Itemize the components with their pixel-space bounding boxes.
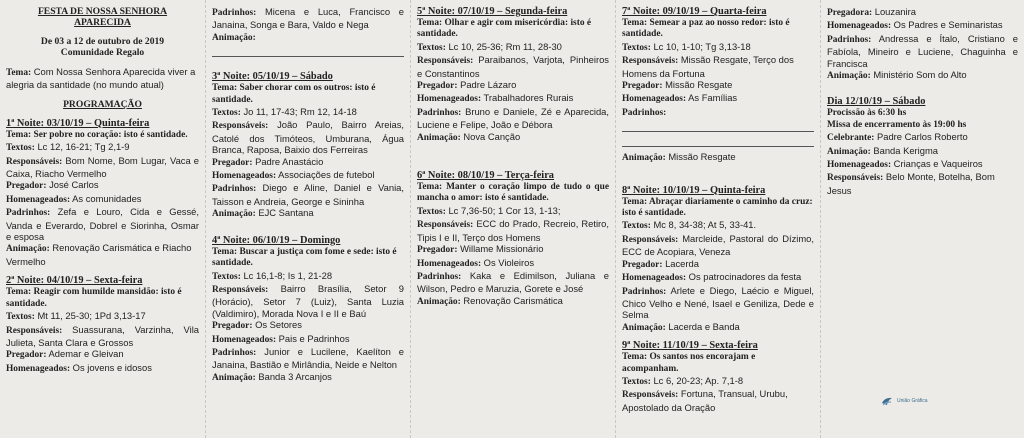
final-animacao: Animação: Banda Kerigma bbox=[827, 144, 938, 157]
night-7-tema: Tema: Semear a paz ao nosso redor: isto é santidade. bbox=[622, 18, 790, 40]
night-3-pregador: Pregador: Padre Anastácio bbox=[212, 155, 324, 168]
night-3-animacao: Animação: EJC Santana bbox=[212, 207, 314, 220]
night-8-responsaveis: Responsáveis: Marcleide, Pastoral do Dízimo, ECC de Acopiara, Veneza bbox=[622, 232, 815, 258]
night-2-title: 2ª Noite: 04/10/19 – Sexta-feira bbox=[6, 275, 143, 287]
night-6-responsaveis: Responsáveis: ECC do Prado, Recreio, Retiro, Tipis I e II, Terço dos Homens bbox=[417, 218, 609, 243]
night-7-title: 7ª Noite: 09/10/19 – Quarta-feira bbox=[622, 6, 767, 17]
final-procession: Procissão às 6:30 hs bbox=[827, 108, 907, 119]
final-responsaveis: Responsáveis: Belo Monte, Botelha, Bom Jesus bbox=[827, 171, 995, 196]
night-1-padrinhos: Padrinhos: Zefa e Louro, Cida e Gessé, Vanda e Everardo, Dobrel e Siorinha, Osmar e esposa bbox=[6, 206, 199, 243]
final-celebrante: Celebrante: Padre Carlos Roberto bbox=[827, 131, 968, 144]
night-7-textos: Textos: Lc 10, 1-10; Tg 3,13-18 bbox=[622, 40, 751, 53]
night-6-animacao: Animação: Renovação Carismática bbox=[417, 294, 563, 307]
community-name: Comunidade Regalo bbox=[60, 47, 145, 58]
night-2-padrinhos: Padrinhos: Micena e Luca, Francisco e Janaina, Songa e Bara, Valdo e Nega bbox=[212, 6, 404, 31]
night-4-title: 4ª Noite: 06/10/19 – Domingo bbox=[212, 234, 341, 246]
night-1-pregador: Pregador: José Carlos bbox=[6, 179, 99, 192]
night-9-pregadora: Pregadora: Louzanira bbox=[827, 6, 916, 18]
night-1-title: 1ª Noite: 03/10/19 – Quinta-feira bbox=[6, 117, 150, 129]
night-9-tema: Tema: Os santos nos encorajam e acompanham. bbox=[622, 352, 756, 374]
night-5-homenageados: Homenageados: Trabalhadores Rurais bbox=[417, 92, 574, 105]
night-1-textos: Textos: Lc 12, 16-21; Tg 2,1-9 bbox=[6, 141, 130, 154]
night-5-padrinhos: Padrinhos: Bruno e Daniele, Zé e Aparecida, Luciene e Felipe, João e Débora bbox=[417, 105, 610, 131]
night-4-animacao: Animação: Banda 3 Arcanjos bbox=[212, 370, 332, 383]
night-8-textos: Textos: Mc 8, 34-38; At 5, 33-41. bbox=[622, 219, 757, 232]
festival-theme: Tema: Com Nossa Senhora Aparecida viver a alegria da santidade (no mundo atual) bbox=[6, 66, 196, 91]
night-8-pregador: Pregador: Lacerda bbox=[622, 257, 699, 270]
night-4-homenageados: Homenageados: Pais e Padrinhos bbox=[212, 332, 350, 345]
night-6-textos: Textos: Lc 7,36-50; 1 Cor 13, 1-13; bbox=[417, 204, 561, 217]
night-4-tema: Tema: Buscar a justiça com fome e sede: isto é santidade. bbox=[212, 246, 397, 269]
night-6-pregador: Pregador: Willame Missionário bbox=[417, 243, 544, 256]
night-9-animacao: Animação: Ministério Som do Alto bbox=[827, 69, 967, 82]
night-2-pregador: Pregador: Ademar e Gleivan bbox=[6, 348, 124, 361]
night-2-animacao-blank-line bbox=[212, 46, 404, 57]
night-9-homenageados: Homenageados: Os Padres e Seminaristas bbox=[827, 19, 1003, 32]
night-6-title: 6ª Noite: 08/10/19 – Terça-feira bbox=[417, 170, 555, 182]
festival-title: FESTA DE NOSSA SENHORA APARECIDA bbox=[37, 6, 168, 28]
night-6-homenageados: Homenageados: Os Violeiros bbox=[417, 256, 535, 269]
column-1 bbox=[0, 0, 205, 438]
night-3-textos: Textos: Jo 11, 17-43; Rm 12, 14-18 bbox=[212, 106, 357, 119]
night-4-responsaveis: Responsáveis: Bairro Brasília, Setor 9 (Horácio), Setor 7 (Luiz), Santa Luzia (Valdimiro), Morada Nova I e II e Baú bbox=[212, 282, 404, 319]
night-5-pregador: Pregador: Padre Lázaro bbox=[417, 79, 517, 92]
night-5-tema: Tema: Olhar e agir com misericórdia: isto é santidade. bbox=[417, 18, 592, 40]
final-mass: Missa de encerramento às 19:00 hs bbox=[827, 119, 967, 130]
night-3-padrinhos: Padrinhos: Diego e Aline, Daniel e Vania, Taisson e Andreia, George e Sininha bbox=[212, 182, 404, 207]
night-7-padrinhos-blank-line-2 bbox=[622, 136, 814, 147]
night-5-title: 5ª Noite: 07/10/19 – Segunda-feira bbox=[417, 6, 568, 17]
night-4-pregador: Pregador: Os Setores bbox=[212, 319, 302, 332]
night-7-animacao: Animação: Missão Resgate bbox=[622, 151, 736, 164]
column-4 bbox=[615, 0, 820, 438]
night-7-responsaveis: Responsáveis: Missão Resgate, Terço dos Homens da Fortuna bbox=[622, 54, 794, 79]
night-7-padrinhos: Padrinhos: bbox=[622, 107, 667, 118]
night-5-textos: Textos: Lc 10, 25-36; Rm 11, 28-30 bbox=[417, 40, 562, 53]
night-1-responsaveis: Responsáveis: Bom Nome, Bom Lugar, Vaca e Caixa, Riacho Vermelho bbox=[6, 154, 200, 180]
night-8-animacao: Animação: Lacerda e Banda bbox=[622, 320, 740, 333]
night-6-padrinhos: Padrinhos: Kaka e Edimilson, Juliana e Wilson, Pedro e Maruzia, Gorete e José bbox=[417, 269, 609, 295]
final-day-title: Dia 12/10/19 – Sábado bbox=[827, 96, 926, 108]
night-7-homenageados: Homenageados: As Famílias bbox=[622, 92, 738, 105]
column-3 bbox=[410, 0, 615, 438]
night-2-responsaveis: Responsáveis: Suassurana, Varzinha, Vila Julieta, Santa Clara e Grossos bbox=[6, 323, 199, 348]
printer-logo-icon bbox=[880, 394, 894, 408]
festival-dates: De 03 a 12 de outubro de 2019 bbox=[40, 36, 165, 47]
night-7-pregador: Pregador: Missão Resgate bbox=[622, 79, 733, 92]
night-9-responsaveis: Responsáveis: Fortuna, Transual, Urubu, Apostolado da Oração bbox=[622, 388, 788, 413]
printer-logo-text: União Gráfica bbox=[897, 398, 928, 404]
night-4-textos: Textos: Lc 16,1-8; Is 1, 21-28 bbox=[212, 269, 333, 282]
night-2-homenageados: Homenageados: Os jovens e idosos bbox=[6, 361, 152, 374]
night-1-homenageados: Homenageados: As comunidades bbox=[6, 192, 142, 205]
night-6-tema: Tema: Manter o coração limpo de tudo o que mancha o amor: isto é santidade. bbox=[417, 182, 609, 204]
night-8-tema: Tema: Abraçar diariamente o caminho da cruz: isto é santidade. bbox=[622, 196, 813, 219]
night-2-tema: Tema: Reagir com humilde mansidão: isto é santidade. bbox=[6, 287, 182, 309]
night-3-homenageados: Homenageados: Associações de futebol bbox=[212, 169, 375, 182]
night-2-animacao: Animação: bbox=[212, 32, 256, 43]
final-homenageados: Homenageados: Crianças e Vaqueiros bbox=[827, 158, 983, 171]
column-5 bbox=[820, 0, 1024, 438]
column-2 bbox=[205, 0, 410, 438]
night-1-tema: Tema: Ser pobre no coração: isto é santidade. bbox=[6, 129, 188, 140]
night-4-padrinhos: Padrinhos: Junior e Lucilene, Kaelíton e Janaina, Bastião e Mirlândia, Neide e Nelton bbox=[212, 345, 404, 371]
night-9-textos: Textos: Lc 6, 20-23; Ap. 7,1-8 bbox=[622, 374, 744, 387]
night-3-title: 3ª Noite: 05/10/19 – Sábado bbox=[212, 71, 333, 83]
program-title: PROGRAMAÇÃO bbox=[63, 98, 142, 110]
night-3-tema: Tema: Saber chorar com os outros: isto é santidade. bbox=[212, 83, 376, 105]
night-5-animacao: Animação: Nova Canção bbox=[417, 130, 521, 143]
night-8-title: 8ª Noite: 10/10/19 – Quinta-feira bbox=[622, 184, 766, 196]
night-1-animacao: Animação: Renovação Carismática e Riacho Vermelho bbox=[6, 242, 192, 267]
night-9-title: 9ª Noite: 11/10/19 – Sexta-feira bbox=[622, 340, 758, 352]
night-3-responsaveis: Responsáveis: João Paulo, Bairro Areias, Catolé dos Timóteos, Umburana, Água Branca, Raposa, Baixio dos Ferreiras bbox=[212, 119, 404, 156]
night-2-textos: Textos: Mt 11, 25-30; 1Pd 3,13-17 bbox=[6, 310, 146, 323]
night-8-homenageados: Homenageados: Os patrocinadores da festa bbox=[622, 271, 802, 284]
night-9-padrinhos: Padrinhos: Andressa e Ítalo, Cristiano e Fabíola, Mineiro e Luciene, Chaguinha e Francisca bbox=[827, 32, 1018, 69]
printer-logo bbox=[880, 390, 940, 412]
night-5-responsaveis: Responsáveis: Paraibanos, Varjota, Pinheiros e Constantinos bbox=[417, 54, 609, 79]
night-8-padrinhos: Padrinhos: Arlete e Diego, Laécio e Miguel, Chico Velho e Nené, Isael e Geniliza, Dede e Selma bbox=[622, 284, 815, 321]
night-7-padrinhos-blank-line bbox=[622, 121, 814, 132]
